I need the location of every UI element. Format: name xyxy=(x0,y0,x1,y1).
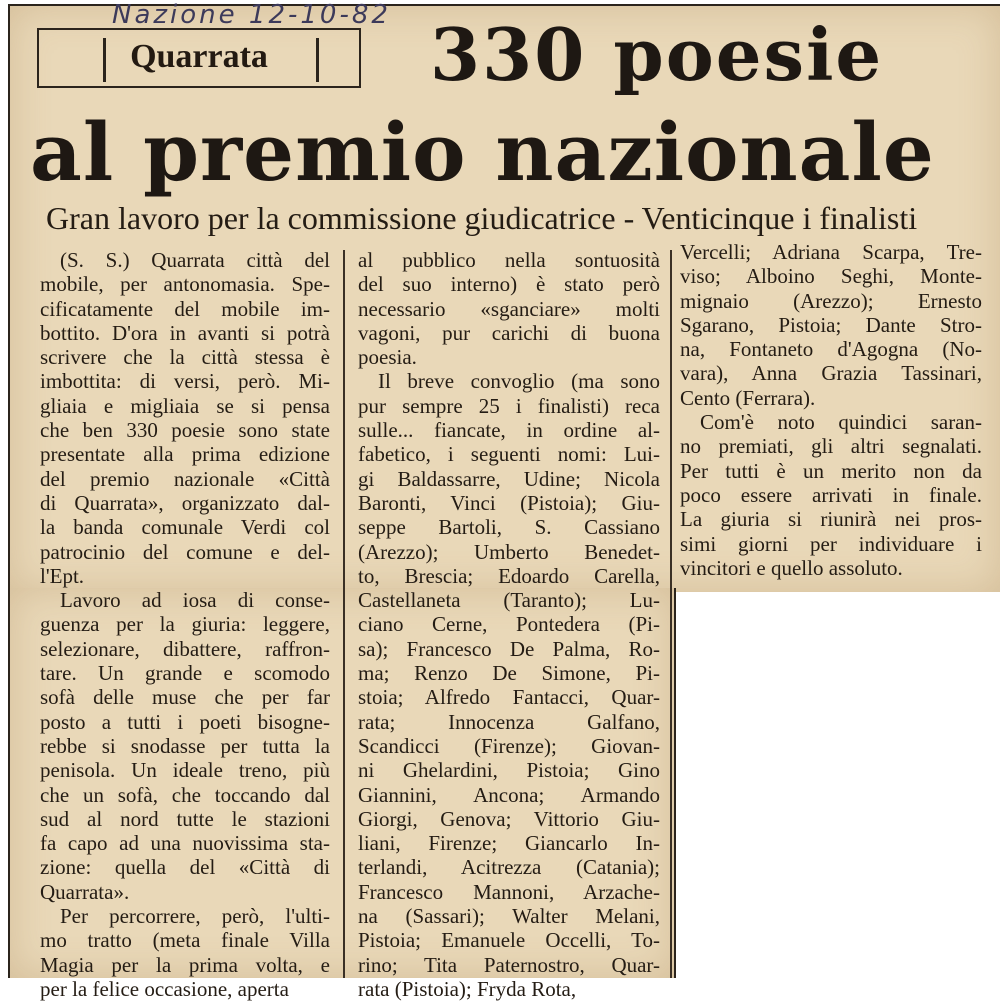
text-line: (S. S.) Quarrata città del xyxy=(60,248,330,272)
text-line: patrocinio del comune e del- xyxy=(40,539,330,564)
column-rule xyxy=(670,250,672,978)
text-line: che un sofà, che toccando dal xyxy=(40,782,330,807)
section-label: Quarrata xyxy=(130,38,268,75)
text-line: Giannini, Ancona; Armando xyxy=(358,782,660,807)
text-line: fabetico, i seguenti nomi: Lui- xyxy=(358,442,660,467)
text-line: vincitori e quello assoluto. xyxy=(680,555,903,580)
text-line: del suo interno) è stato però xyxy=(358,272,660,297)
text-line: di Quarrata», organizzato dal- xyxy=(40,490,330,515)
text-line: selezionare, dibattere, raffron- xyxy=(40,636,330,661)
text-line: seppe Bartoli, S. Cassiano xyxy=(358,515,660,540)
text-line: che ben 330 poesie sono state xyxy=(40,418,330,443)
column-rule xyxy=(343,250,345,978)
text-line: no premiati, gli altri segnalati. xyxy=(680,434,982,459)
text-line: ni Ghelardini, Pistoia; Gino xyxy=(358,758,660,783)
headline-line-1: 330 poesie xyxy=(430,12,884,97)
text-line: Il breve convoglio (ma sono xyxy=(378,369,660,394)
text-line: vara), Anna Grazia Tassinari, xyxy=(680,361,982,386)
text-line: na (Sassari); Walter Melani, xyxy=(358,904,660,929)
text-line: del premio nazionale «Città xyxy=(40,466,330,491)
text-line: rata; Innocenza Galfano, xyxy=(358,709,660,734)
subheadline: Gran lavoro per la commissione giudicatrice - Venticinque i finalisti xyxy=(46,200,918,236)
text-line: gi Baldassarre, Udine; Nicola xyxy=(358,466,660,491)
text-line: cificatamente del mobile im- xyxy=(40,296,330,321)
text-line: simi giorni per individuare i xyxy=(680,531,982,556)
text-line: guenza per la giuria: leggere, xyxy=(40,612,330,637)
text-line: ciano Cerne, Pontedera (Pi- xyxy=(358,612,660,637)
text-line: stoia; Alfredo Fantacci, Quar- xyxy=(358,685,660,710)
text-line: Scandicci (Firenze); Giovan- xyxy=(358,733,660,758)
text-line: Baronti, Vinci (Pistoia); Giu- xyxy=(358,490,660,515)
text-line: rino; Tita Paternostro, Quar- xyxy=(358,952,660,977)
text-line: presentate alla prima edizione xyxy=(40,442,330,467)
article-column-3 xyxy=(680,240,982,580)
text-line: vagoni, pur carichi di buona xyxy=(358,320,660,345)
text-line: fa capo ad una nuovissima sta- xyxy=(40,831,330,856)
text-line: Quarrata». xyxy=(40,879,130,904)
text-line: necessario «sganciare» molti xyxy=(358,296,660,321)
text-line: per la felice occasione, aperta xyxy=(40,976,289,1001)
text-line: tare. Un grande e scomodo xyxy=(40,661,330,686)
headline-line-2: al premio nazionale xyxy=(30,105,935,199)
text-line: gliaia e migliaia se si pensa xyxy=(40,393,330,418)
text-line: sa); Francesco De Palma, Ro- xyxy=(358,636,660,661)
text-line: liani, Firenze; Giancarlo In- xyxy=(358,831,660,856)
text-line: na, Fontaneto d'Agogna (No- xyxy=(680,337,982,362)
text-line: Com'è noto quindici saran- xyxy=(700,410,982,435)
text-line: Cento (Ferrara). xyxy=(680,385,816,410)
text-line: Per percorrere, però, l'ulti- xyxy=(60,904,330,929)
text-line: (Arezzo); Umberto Benedet- xyxy=(358,539,660,564)
text-line: l'Ept. xyxy=(40,563,85,588)
text-line: al pubblico nella sontuosità xyxy=(358,248,660,272)
text-line: Per tutti è un merito non da xyxy=(680,458,982,483)
text-line: rata (Pistoia); Fryda Rota, xyxy=(358,976,577,1001)
text-line: bottito. D'ora in avanti si potrà xyxy=(40,320,330,345)
text-line: scrivere che la città stessa è xyxy=(40,345,330,370)
text-line: Giorgi, Genova; Vittorio Giu- xyxy=(358,806,660,831)
text-line: Sgarano, Pistoia; Dante Stro- xyxy=(680,312,982,337)
handwritten-note: Nazione 12-10-82 xyxy=(112,0,391,30)
text-line: penisola. Un ideale treno, più xyxy=(40,758,330,783)
text-line: Castellaneta (Taranto); Lu- xyxy=(358,588,660,613)
text-line: poco essere arrivati in finale. xyxy=(680,482,982,507)
text-line: sud al nord tutte le stazioni xyxy=(40,806,330,831)
section-box xyxy=(37,28,361,88)
text-line: Vercelli; Adriana Scarpa, Tre- xyxy=(680,240,982,264)
text-line: Lavoro ad iosa di conse- xyxy=(60,588,330,613)
text-line: mo tratto (meta finale Villa xyxy=(40,928,330,953)
text-line: mignaio (Arezzo); Ernesto xyxy=(680,288,982,313)
text-line: viso; Alboino Seghi, Monte- xyxy=(680,264,982,289)
text-line: to, Brescia; Edoardo Carella, xyxy=(358,563,660,588)
text-line: Pistoia; Emanuele Occelli, To- xyxy=(358,928,660,953)
article-column-1 xyxy=(40,248,330,1001)
text-line: la banda comunale Verdi col xyxy=(40,515,330,540)
text-line: imbottita: di versi, però. Mi- xyxy=(40,369,330,394)
text-line: rebbe si snodasse per tutta la xyxy=(40,733,330,758)
text-line: La giuria si riunirà nei pros- xyxy=(680,507,982,532)
text-line: sofà delle muse che per far xyxy=(40,685,330,710)
text-line: pur sempre 25 i finalisti) reca xyxy=(358,393,660,418)
text-line: Magia per la prima volta, e xyxy=(40,952,330,977)
article-column-2 xyxy=(358,248,660,1001)
text-line: mobile, per antonomasia. Spe- xyxy=(40,272,330,297)
text-line: sulle... fiancate, in ordine al- xyxy=(358,418,660,443)
text-line: terlandi, Acitrezza (Catania); xyxy=(358,855,660,880)
text-line: poesia. xyxy=(358,345,417,370)
text-line: zione: quella del «Città di xyxy=(40,855,330,880)
text-line: ma; Renzo De Simone, Pi- xyxy=(358,661,660,686)
text-line: posto a tutti i poeti bisogne- xyxy=(40,709,330,734)
text-line: Francesco Mannoni, Arzache- xyxy=(358,879,660,904)
